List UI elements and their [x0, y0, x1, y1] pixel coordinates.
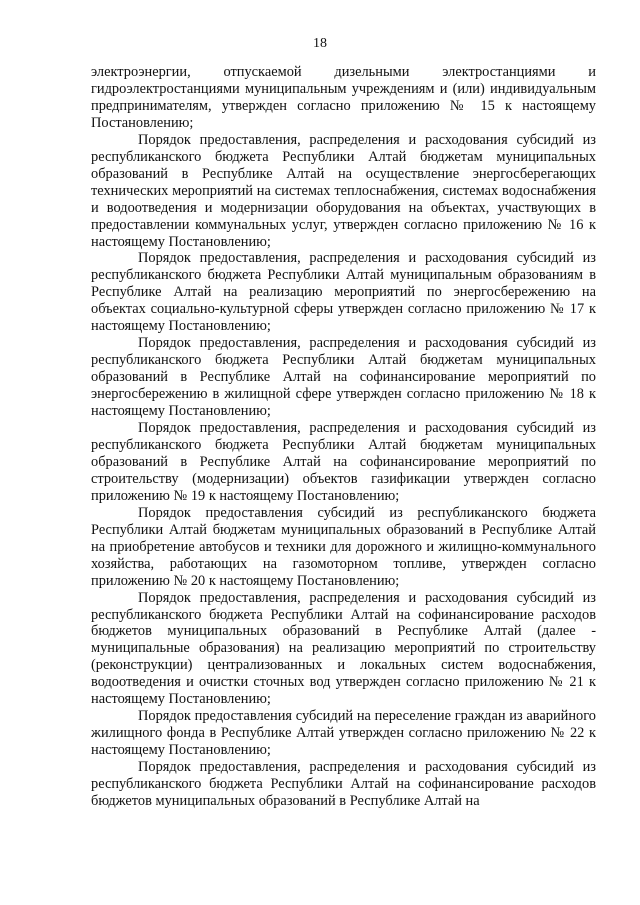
paragraph-appendix-21: Порядок предоставления, распределения и расходования субсидий из республиканского бюджета Республики Алтай на софинансирование расходов бюджетов муниципальных образований в Республике Алтай (далее - муниципальные образования) на реализацию мероприятий по строительству (реконструкции) централизованных и локальных систем водоснабжения, водоотведения и очистки сточных вод утвержден согласно приложению № 21 к настоящему Постановлению;: [91, 589, 596, 708]
paragraph-appendix-20: Порядок предоставления субсидий из республиканского бюджета Республики Алтай бюджетам муниципальных образований в Республике Алтай на приобретение автобусов и техники для дорожного и жилищно-коммунального хозяйства, работающих на газомоторном топливе, утвержден согласно приложению № 20 к настоящему Постановлению;: [91, 504, 596, 589]
paragraph-appendix-16: Порядок предоставления, распределения и расходования субсидий из республиканского бюджета Республики Алтай бюджетам муниципальных образований в Республике Алтай на осуществление энергосберегающих технических мероприятий на системах теплоснабжения, системах водоснабжения и водоотведения и модернизации оборудования на объектах, участвующих в предоставлении коммунальных услуг, утвержден согласно приложению № 16 к настоящему Постановлению;: [91, 131, 596, 250]
paragraph-appendix-22: Порядок предоставления субсидий на переселение граждан из аварийного жилищного фонда в Республике Алтай утвержден согласно приложению № 22 к настоящему Постановлению;: [91, 708, 596, 759]
paragraph-next-procedure: Порядок предоставления, распределения и расходования субсидий из республиканского бюджета Республики Алтай на софинансирование расходов бюджетов муниципальных образований в Республике Алтай на: [91, 759, 596, 809]
document-body: [91, 64, 596, 810]
paragraph-appendix-17: Порядок предоставления, распределения и расходования субсидий из республиканского бюджета Республики Алтай муниципальным образованиям в Республике Алтай на реализацию мероприятий по энергосбережению на объектах социально-культурной сферы утвержден согласно приложению № 17 к настоящему Постановлению;: [91, 250, 596, 335]
paragraph-continuation: электроэнергии, отпускаемой дизельными электростанциями и гидроэлектростанциями муниципальным учреждениям и (или) индивидуальным предпринимателям, утвержден согласно приложению № 15 к настоящему Постановлению;: [91, 64, 596, 131]
paragraph-appendix-19: Порядок предоставления, распределения и расходования субсидий из республиканского бюджета Республики Алтай бюджетам муниципальных образований в Республике Алтай на софинансирование мероприятий по строительству (модернизации) объектов газификации утвержден согласно приложению № 19 к настоящему Постановлению;: [91, 420, 596, 504]
page-number: 18: [313, 36, 327, 51]
paragraph-appendix-18: Порядок предоставления, распределения и расходования субсидий из республиканского бюджета Республики Алтай бюджетам муниципальных образований в Республике Алтай на софинансирование мероприятий по энергосбережению в жилищной сфере утвержден согласно приложению № 18 к настоящему Постановлению;: [91, 335, 596, 420]
